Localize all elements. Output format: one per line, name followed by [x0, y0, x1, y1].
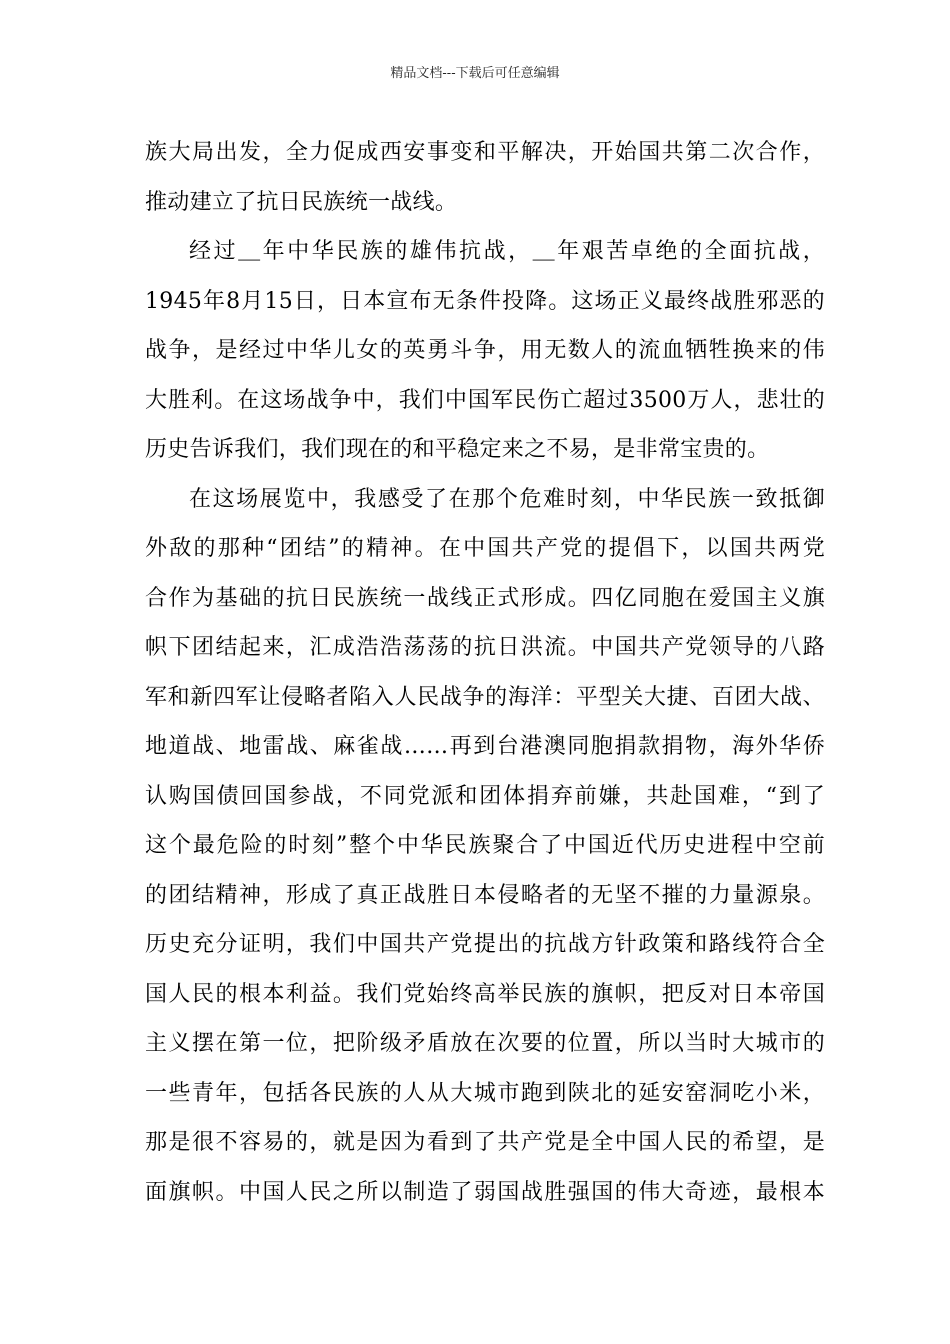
text-line: 一些青年，包括各民族的人从大城市跑到陕北的延安窑洞吃小米，: [145, 1080, 825, 1106]
text-line: 推动建立了抗日民族统一战线。: [145, 189, 458, 215]
document-body: [145, 128, 825, 1217]
text-line: 的团结精神，形成了真正战胜日本侵略者的无坚不摧的力量源泉。: [145, 882, 825, 908]
text-line: 族大局出发，全力促成西安事变和平解决，开始国共第二次合作，: [145, 140, 825, 165]
page-header: 精品文档---下载后可任意编辑: [390, 66, 560, 81]
text-line: 经过＿年中华民族的雄伟抗战，＿年艰苦卓绝的全面抗战，: [189, 239, 825, 264]
text-line: 军和新四军让侵略者陷入人民战争的海洋：平型关大捷、百团大战、: [145, 684, 825, 710]
text-line: 1945年8月15日，日本宣布无条件投降。这场正义最终战胜邪恶的: [145, 288, 825, 314]
text-line: 大胜利。在这场战争中，我们中国军民伤亡超过3500万人，悲壮的: [145, 387, 825, 413]
text-line: 主义摆在第一位，把阶级矛盾放在次要的位置，所以当时大城市的: [145, 1031, 825, 1056]
text-line: 认购国债回国参战，不同党派和团体捐弃前嫌，共赴国难，“到了: [145, 783, 825, 809]
text-line: 历史充分证明，我们中国共产党提出的抗战方针政策和路线符合全: [145, 932, 825, 957]
text-line: 战争，是经过中华儿女的英勇斗争，用无数人的流血牺牲换来的伟: [145, 338, 825, 363]
text-line: 帜下团结起来，汇成浩浩荡荡的抗日洪流。中国共产党领导的八路: [145, 635, 825, 660]
text-line: 这个最危险的时刻”整个中华民族聚合了中国近代历史进程中空前: [145, 833, 825, 858]
text-line: 国人民的根本利益。我们党始终高举民族的旗帜，把反对日本帝国: [145, 981, 825, 1007]
text-line: 面旗帜。中国人民之所以制造了弱国战胜强国的伟大奇迹，最根本: [145, 1179, 825, 1205]
text-line: 在这场展览中，我感受了在那个危难时刻，中华民族一致抵御: [189, 486, 825, 512]
text-line: 那是很不容易的，就是因为看到了共产党是全中国人民的希望，是: [145, 1130, 825, 1155]
text-line: 合作为基础的抗日民族统一战线正式形成。四亿同胞在爱国主义旗: [145, 585, 825, 611]
text-line: 历史告诉我们，我们现在的和平稳定来之不易，是非常宝贵的。: [145, 437, 770, 462]
text-line: 外敌的那种“团结”的精神。在中国共产党的提倡下，以国共两党: [145, 536, 825, 561]
text-line: 地道战、地雷战、麻雀战……再到台港澳同胞捐款捐物，海外华侨: [145, 734, 825, 759]
